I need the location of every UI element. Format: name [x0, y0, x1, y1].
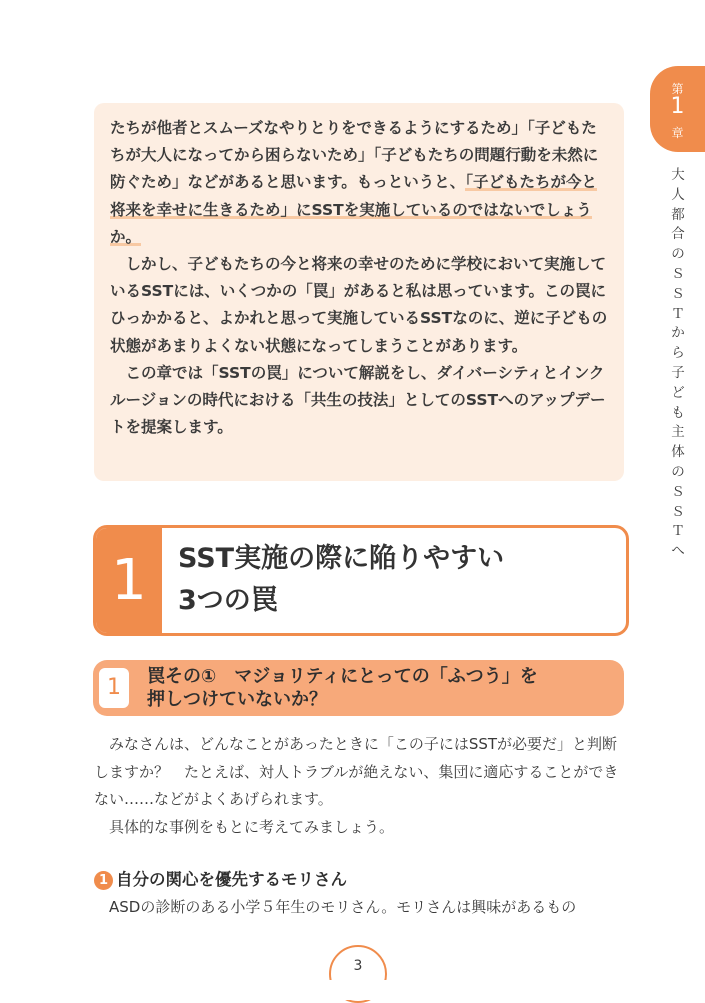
subsection-header	[93, 660, 624, 716]
body-paragraph-2: 具体的な事例をもとに考えてみましょう。	[109, 817, 395, 836]
chapter-vertical-title: 大人都合のＳＳＴから子ども主体のＳＳＴへ	[671, 167, 685, 560]
chapter-tab-suffix: 章	[671, 126, 684, 140]
intro-p1-highlight: 「子どもたちが今と将来を幸せに生きるため」にSSTを実施しているのではないでしょうか。	[110, 173, 598, 246]
subsection-title-line-2: 押しつけていないか？	[147, 689, 327, 710]
intro-paragraph-2: しかし、子どもたちの今と将来の幸せのために学校において実施しているSSTには、いくつかの「罠」があると私は思っています。この罠にひっかかると、よかれと思って実施しているSSTなのに、逆に子どもの状態があまりよくない状態になってしまうことがあります。	[110, 255, 608, 355]
case-heading	[94, 868, 594, 892]
section-number: 1	[96, 528, 162, 633]
case-number-badge: 1	[94, 871, 113, 890]
section-header	[93, 525, 629, 636]
body-text	[94, 731, 629, 841]
intro-p1-text: たちが他者とスムーズなやりとりをできるようにするため」「子どもたちが大人になってから困らないため」「子どもたちの問題行動を未然に防ぐため」などがあると思います。もっというと、	[110, 119, 599, 192]
page-number: 3	[353, 958, 363, 974]
chapter-tab	[650, 66, 705, 152]
section-title	[178, 538, 598, 622]
case-title: 自分の関心を優先するモリさん	[116, 870, 347, 889]
section-title-line-1: SST実施の際に陥りやすい	[178, 543, 505, 574]
intro-paragraph-1	[110, 115, 610, 251]
subsection-title	[147, 665, 617, 711]
intro-text	[110, 115, 610, 441]
chapter-tab-prefix: 第	[671, 82, 684, 96]
subsection-number: 1	[99, 668, 129, 708]
case-body-text: ASDの診断のある小学５年生のモリさん。モリさんは興味があるもの	[109, 898, 577, 916]
intro-paragraph-3: この章では「SSTの罠」について解説をし、ダイバーシティとインクルージョンの時代における「共生の技法」としてのSSTへのアップデートを提案します。	[110, 363, 606, 437]
page-number-arc-mask	[320, 980, 400, 1000]
chapter-number: 1	[670, 94, 685, 119]
subsection-title-line-1: 罠その① マジョリティにとっての「ふつう」を	[147, 666, 538, 687]
section-title-line-2: 3つの罠	[178, 585, 278, 616]
body-paragraph-1: みなさんは、どんなことがあったときに「この子にはSSTが必要だ」と判断しますか？ たとえば、対人トラブルが絶えない、集団に適応することができない……などがよくあげられます。	[94, 735, 619, 808]
